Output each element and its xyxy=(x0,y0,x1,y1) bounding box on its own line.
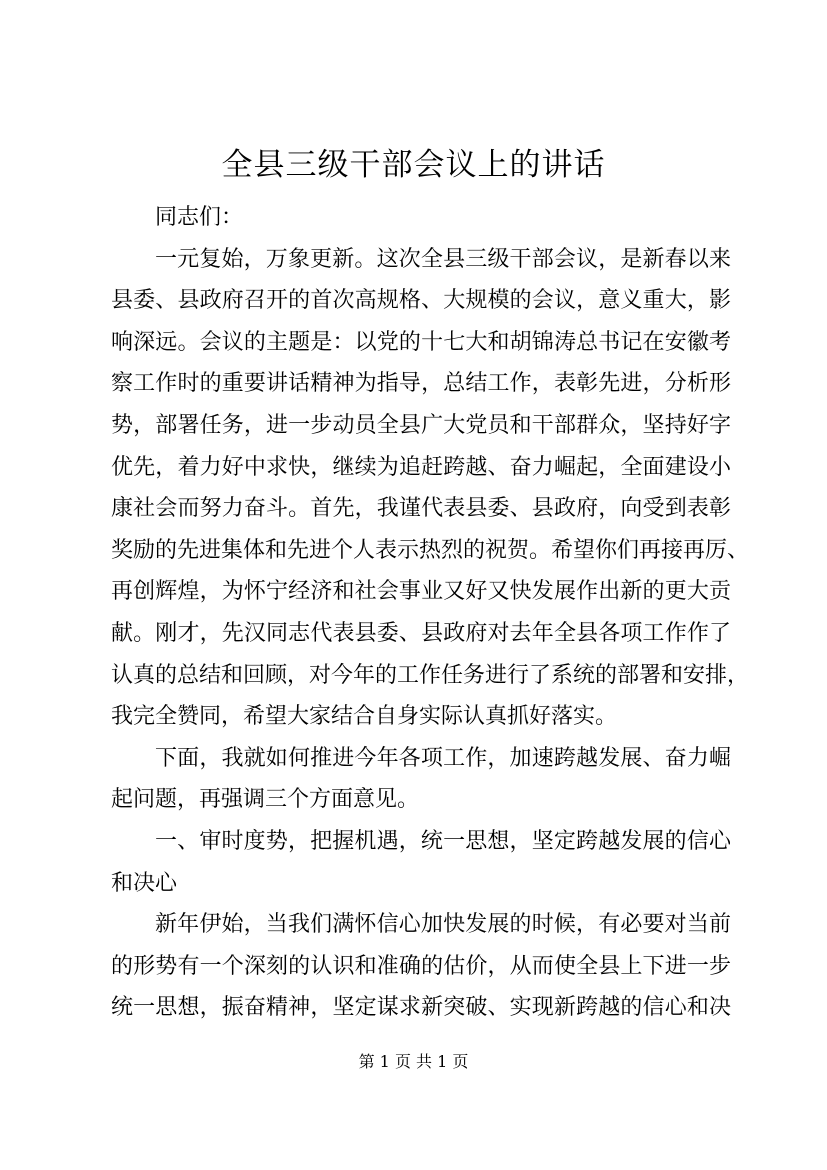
body-line: 响深远。会议的主题是：以党的十七大和胡锦涛总书记在安徽考 xyxy=(111,329,731,355)
document-title: 全县三级干部会议上的讲话 xyxy=(221,147,606,183)
body-line: 再创辉煌，为怀宁经济和社会事业又好又快发展作出新的更大贡 xyxy=(111,579,731,605)
body-line: 统一思想，振奋精神，坚定谋求新突破、实现新跨越的信心和决 xyxy=(111,995,731,1021)
body-line: 一元复始，万象更新。这次全县三级干部会议，是新春以来 xyxy=(155,246,731,272)
body-line: 献。刚才，先汉同志代表县委、县政府对去年全县各项工作作了 xyxy=(111,620,731,646)
body-line: 同志们： xyxy=(155,205,244,230)
body-line: 我完全赞同，希望大家结合自身实际认真抓好落实。 xyxy=(111,704,618,730)
body-line: 下面，我就如何推进今年各项工作，加速跨越发展、奋力崛 xyxy=(155,745,731,771)
body-line: 康社会而努力奋斗。首先，我谨代表县委、县政府，向受到表彰 xyxy=(111,496,731,522)
body-line: 起问题，再强调三个方面意见。 xyxy=(111,787,420,813)
body-line: 一、审时度势，把握机遇，统一思想，坚定跨越发展的信心 xyxy=(155,828,731,854)
body-line: 县委、县政府召开的首次高规格、大规模的会议，意义重大，影 xyxy=(111,288,731,314)
body-line: 新年伊始，当我们满怀信心加快发展的时候，有必要对当前 xyxy=(155,912,731,938)
body-line: 势，部署任务，进一步动员全县广大党员和干部群众，坚持好字 xyxy=(111,412,731,438)
document-body xyxy=(111,197,750,1029)
body-line: 优先，着力好中求快，继续为追赶跨越、奋力崛起，全面建设小 xyxy=(111,454,731,480)
body-line: 的形势有一个深刻的认识和准确的估价，从而使全县上下进一步 xyxy=(111,953,731,979)
body-line: 认真的总结和回顾，对今年的工作任务进行了系统的部署和安排， xyxy=(111,662,750,688)
page-footer: 第 1 页 共 1 页 xyxy=(358,1052,469,1071)
body-line: 和决心 xyxy=(111,870,178,896)
body-line: 察工作时的重要讲话精神为指导，总结工作，表彰先进，分析形 xyxy=(111,371,731,397)
body-line: 奖励的先进集体和先进个人表示热烈的祝贺。希望你们再接再厉、 xyxy=(111,537,750,563)
